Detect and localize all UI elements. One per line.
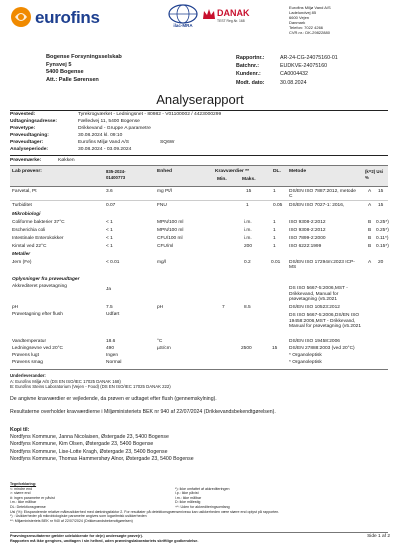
cell-method: DS ISO 5667-5:2006,DS/EN ISO 19458:2006,MST - Drikkevand, Manual for prøvetagning (v5.2021 [289, 313, 361, 329]
cell-max: 1 [246, 203, 249, 208]
danak-label: DANAK [217, 8, 250, 18]
table-row [10, 227, 388, 235]
cell-value: 0.07 [106, 203, 116, 208]
cell-usi: 20 [378, 260, 384, 265]
cell-value: Ingen [106, 353, 119, 358]
cell-usi: 0.25*) [376, 220, 389, 225]
table-row [10, 188, 388, 199]
table-row [10, 202, 388, 210]
copy-recipient: Nordfyns Kommune, Kim Olsen, Østergade 23, 5400 Bogense [10, 441, 154, 448]
ilac-label: ilac-MRA [173, 23, 193, 28]
cell-param: Vandtemperatur [12, 339, 47, 344]
cell-unit: MPN/100 ml [157, 220, 184, 225]
legend-item: >: større end [10, 491, 31, 495]
col-max: Maks. [242, 177, 256, 182]
col-sample-id: 835-2024-01400773 [106, 169, 126, 180]
legend-item: i.m.: ikke målbar [175, 495, 202, 500]
cell-method: DS ISO 5667-5:2006,MST - Drikkevand, Manual for prøvetagning (v5.2021 [289, 286, 348, 302]
cell-unit: MPN/100 ml [157, 228, 184, 233]
cell-max: 8.5 [244, 305, 251, 310]
legend-item: *): ikke omfattet af akkrediteringen [175, 486, 230, 491]
cell-value: < 1 [106, 244, 113, 249]
cell-max: i.m. [244, 220, 252, 225]
col-dl: DL. [273, 169, 281, 174]
meta-label: Batchnr.: [236, 63, 259, 70]
cell-method: DS/EN ISO 7027-1: 2016, [289, 203, 345, 208]
cell-note: B [368, 228, 372, 233]
sample-type: Drikkevand - Gruppe A parametre [78, 126, 151, 132]
address-line: Ladelundvej 85 [289, 10, 317, 15]
section-microbiology: Mikrobiologi [12, 212, 41, 217]
cell-max: i.m. [244, 228, 252, 233]
legend-note: *) : Usikkerheder på mikrobiologiske parametre angives som logaritmisk usikkerheden [10, 514, 147, 518]
table-row [10, 219, 388, 227]
table-row [10, 359, 388, 367]
cell-param: Ledningsevne ved 20°C [12, 346, 63, 351]
cell-note: A [368, 260, 372, 265]
cell-method: * Organoleptisk [289, 353, 322, 358]
subcontractor-line: A: Eurofins Miljø A/S (DS EN ISO/IEC 17025 DANAK 168) [10, 378, 121, 384]
company-address [289, 5, 394, 35]
globe-icon [168, 4, 198, 24]
cell-value: 3.6 [106, 189, 113, 194]
cell-dl: 1 [273, 236, 276, 241]
cell-dl: 1 [273, 220, 276, 225]
col-uncert: (k=2) Usi % [365, 169, 384, 180]
cell-note: B [368, 220, 372, 225]
copy-recipient: Nordfyns Kommune, Lise-Lotte Kragh, Østergade 23, 5400 Bogense [10, 448, 168, 455]
cell-dl: 1 [273, 244, 276, 249]
analysis-period: 30.08.2024 - 03.09.2024 [78, 147, 132, 153]
cell-param: Prøvetagning efter flush [12, 312, 63, 317]
legend-item: #: ingen parametre er påvist [10, 495, 55, 500]
cell-method: DS/EN 27888:2003 (ved 20°C) [289, 346, 355, 351]
copy-recipient: Nordfyns Kommune, Janna Nicolaisen, Østergade 23, 5400 Bogense [10, 434, 169, 441]
danak-sub-label: TEST Reg.Nr. 168 [217, 19, 245, 23]
info-label: Prøvested: [10, 112, 36, 117]
legend-item: i.m.: ikke målbar [10, 500, 37, 504]
cell-method: DS/EN ISO 7887:2012, metode C [289, 188, 356, 199]
legend-item: i.p.: ikke påvist [175, 491, 199, 495]
cell-param: Kimtal ved 22°C [12, 244, 47, 249]
batch-number: EUDKVE-24075160 [280, 63, 328, 70]
cell-dl: 15 [272, 346, 278, 351]
info-label: Prøvetype: [10, 126, 36, 132]
address-line: Danmark [289, 20, 306, 25]
info-label: Prøveudtager: [10, 140, 44, 146]
cell-dl: 1 [273, 228, 276, 233]
cell-param: pH [12, 305, 19, 310]
cell-param: Coliforme bakterier 37°C [12, 220, 65, 225]
table-row [10, 283, 388, 305]
col-lab: Lab prøvenr: [12, 169, 42, 174]
statements [10, 396, 390, 415]
cell-unit: CFU/100 ml [157, 236, 183, 241]
section-sampler-info: Oplysninger fra prøveudtager [12, 277, 80, 282]
copies-block [10, 427, 390, 463]
section-heading [10, 211, 388, 219]
cell-value: Udført [106, 312, 120, 317]
cell-note: A [368, 189, 372, 194]
cell-method: ISO 9308-2:2012 [289, 228, 326, 233]
table-row [10, 311, 388, 335]
sample-location: Tyrekrogværket - Ledningsnet - 80982 - V01100002 / 4423000299 [78, 112, 222, 117]
legend-note: **: Miljøministeriets BEK nr 940 af 22/07/2024 (Drikkevandsbekendtgørelsen) [10, 518, 133, 523]
ilac-logo [168, 4, 198, 30]
cell-param: Farvetal, Pt [12, 189, 37, 194]
cell-max: 2500 [241, 346, 252, 351]
legend-heading: Tegnforklaring: [10, 482, 37, 486]
col-min: Min. [217, 177, 227, 182]
col-krav: Kravværdier ** [215, 169, 249, 174]
cell-note: A [368, 203, 372, 208]
cell-max: 15 [246, 189, 252, 194]
address-line: CVR.nr.: DK-29822880 [289, 30, 330, 35]
cell-param: Turbiditet [12, 203, 32, 208]
cell-usi: 15 [378, 189, 384, 194]
cell-method: * Organoleptisk [289, 360, 322, 365]
statement-line: Resultaterne overholder kravværdierne i Miljøministeriets BEK nr 940 af 22/07/2024 (Drikkevandsbekendtgørelsen). [10, 408, 276, 415]
cell-max: i.m. [244, 236, 252, 241]
recipient-line: 5400 Bogense [46, 69, 84, 76]
cell-value: 7.5 [106, 305, 113, 310]
subcontractor-line: B: Eurofins Steins Laboratorium (Vejen - Food) (DS EN ISO/IEC 17025 DANAK 222) [10, 384, 171, 390]
legend-item: +*: Uden for akkrediteringsomfang [175, 504, 230, 509]
cell-unit: FNU [157, 203, 167, 208]
legend-note: Usi (%): Ekspanderede relative måleusikkerhed med dækningsfaktor 2. For resultater på detektionsgrænseniveau kan usikkerheden være større end oplyst på rapporten. [10, 509, 280, 514]
customer-number: CA0004432 [280, 71, 308, 78]
cell-param: Jern (Fe) [12, 260, 32, 265]
eurofins-wordmark: eurofins [35, 8, 100, 27]
cell-dl: 1 [273, 189, 276, 194]
sample-info [10, 111, 388, 154]
cell-unit: mg Pt/l [157, 189, 172, 194]
info-label: Prøveudtagning: [10, 133, 49, 139]
cell-value: 18.6 [106, 339, 116, 344]
cell-unit: °C [157, 339, 163, 344]
copies-heading: Kopi til: [10, 427, 30, 433]
recipient-attention: Att.: Palle Sørensen [46, 76, 99, 83]
cell-param: Akkrediteret prøvetagning [12, 284, 67, 289]
page-title: Analyserapport [156, 92, 244, 107]
cell-dl: 0.01 [271, 260, 281, 265]
cell-usi: 0.11*) [376, 236, 389, 241]
cell-method: DS/EN ISO 19458:2006 [289, 339, 340, 344]
cell-unit: pH [157, 305, 164, 310]
legend-item: D: ikke målestig [175, 500, 201, 504]
cell-dl: 0.05 [273, 203, 283, 208]
report-number: AR-24-CG-24075160-01 [280, 55, 338, 61]
cell-unit: mg/l [157, 260, 167, 265]
sampler-code: SQ6W [160, 140, 175, 146]
sampling-address: Fælledvej 11, 5400 Bogense [78, 119, 140, 125]
cell-param: Intestinale Enterokokker [12, 236, 64, 241]
recipient-line: Fynsvej 5 [46, 61, 72, 68]
table-row [10, 243, 388, 251]
copy-recipient: Nordfyns Kommune, Thomas Hammershøy Alnor, Østergade 23, 5400 Bogense [10, 455, 194, 462]
cell-note: B [368, 236, 372, 241]
cell-max: 200 [244, 244, 253, 249]
info-label: Analyseperiode: [10, 147, 49, 153]
marking-label: Prøvemærke: [10, 158, 42, 163]
address-line: Telefon: 7022 4266 [289, 25, 324, 30]
cell-value: < 1 [106, 228, 113, 233]
marking-value: Køkken [58, 158, 75, 163]
results-table-header [10, 166, 388, 186]
cell-unit: µS/cm [157, 346, 171, 351]
legend-item: <: mindre end [10, 486, 33, 491]
cell-usi: 15 [378, 203, 384, 208]
cell-value: 490 [106, 346, 115, 351]
received-date: 30.08.2024 [280, 79, 307, 86]
cell-min: 7 [222, 305, 225, 310]
cell-value: < 1 [106, 236, 113, 241]
cell-usi: 0.15*) [376, 244, 389, 249]
legend-block [10, 482, 390, 523]
sampling-time: 30.08.2024 kl. 09:10 [78, 133, 123, 139]
report-meta [236, 54, 392, 87]
statement-line: De angivne kravværdier er vejledende, da prøven er udtaget efter flush (gennemskylning). [10, 396, 217, 402]
eurofins-logo-mark [10, 6, 32, 28]
danak-logo [202, 6, 254, 30]
cell-method: ISO 6222:1999 [289, 244, 322, 249]
footer [10, 534, 390, 544]
legend-item: DL: Detektionsgrænse [10, 504, 46, 509]
eurofins-logo [10, 6, 130, 28]
col-method: Metode [289, 169, 307, 174]
cell-method: DS/EN ISO 17294m:2023 ICP-MS [289, 259, 355, 270]
cell-param: Escherichia coli [12, 228, 46, 233]
cell-value: < 0.01 [106, 260, 120, 265]
footer-line: Prøvningsresultaterne gælder udelukkende for de(n) undersøgte prøve(r). [10, 534, 143, 538]
cell-value: < 1 [106, 220, 113, 225]
cell-unit: CFU/ml [157, 244, 174, 249]
cell-method: ISO 9308-2:2012 [289, 220, 326, 225]
page-number: Side 1 af 2 [367, 534, 390, 539]
address-line: 6600 Vejen [289, 15, 310, 20]
cell-max: 0.2 [244, 260, 251, 265]
sampler: Eurofins Miljø Vand A/S [78, 140, 130, 146]
danak-crown-icon [202, 7, 216, 21]
meta-label: Modt. dato: [236, 79, 265, 86]
cell-value: Normal [106, 360, 122, 365]
subcontractor-heading: Underleverandør: [10, 373, 46, 378]
cell-value: Ja [106, 287, 112, 292]
table-row [10, 259, 388, 271]
cell-param: Prøvens smag [12, 360, 43, 365]
col-unit: Enhed [157, 169, 172, 174]
subcontractor-block [10, 373, 388, 390]
meta-label: Kundenr.: [236, 71, 261, 78]
meta-label: Rapportnr.: [236, 55, 265, 61]
cell-usi: 0.25*) [376, 228, 389, 233]
cell-note: B [368, 244, 372, 249]
address-line: Eurofins Miljø Vand A/S [289, 5, 331, 10]
footer-line: Rapporten må ikke gengives, undtagen i sin helhed, uden prøvningslaboratoriets skriftlige godkendelse. [10, 539, 199, 543]
recipient-block [46, 54, 196, 84]
info-label: Udtagningsadresse: [10, 119, 58, 125]
cell-method: ISO 7899-2:2000 [289, 236, 326, 241]
recipient-name: Bogense Forsyningsselskab [46, 54, 122, 60]
cell-param: Prøvens lugt [12, 353, 39, 358]
table-row [10, 235, 388, 243]
section-heading [10, 251, 388, 259]
cell-method: DS/EN ISO 10523:2012 [289, 305, 340, 310]
sample-marking [10, 157, 388, 164]
section-metals: Metaller [12, 252, 31, 257]
